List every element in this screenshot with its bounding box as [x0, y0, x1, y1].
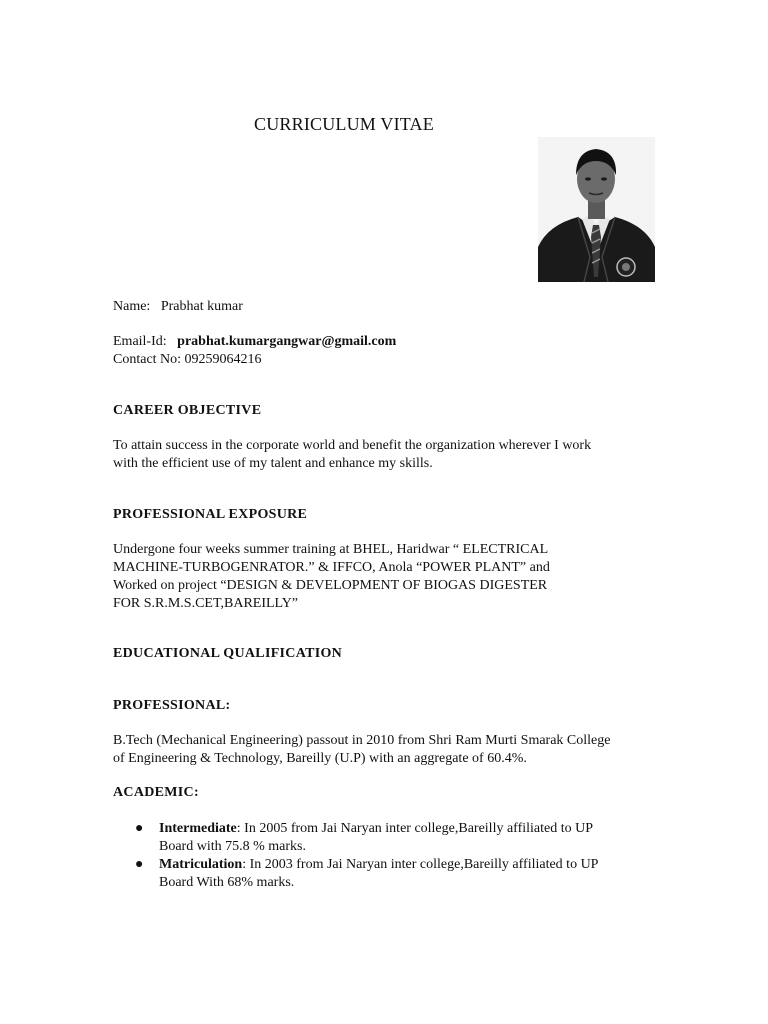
list-item	[113, 820, 673, 856]
career-objective-line: with the efficient use of my talent and enhance my skills.	[113, 456, 433, 471]
list-item	[113, 856, 673, 892]
email-label: Email-Id:	[113, 334, 167, 349]
exposure-line: FOR S.R.M.S.CET,BAREILLY”	[113, 596, 299, 611]
professional-qualification-text	[113, 732, 673, 768]
document-title: CURRICULUM VITAE	[254, 114, 434, 134]
portrait-image	[538, 137, 655, 282]
professional-exposure-text	[113, 541, 673, 613]
exposure-line: MACHINE-TURBOGENRATOR.” & IFFCO, Anola “POWER PLANT” and	[113, 560, 550, 575]
professional-exposure-heading: PROFESSIONAL EXPOSURE	[113, 507, 308, 522]
career-objective-text	[113, 437, 673, 473]
academic-item-text-continued: Board With 68% marks.	[159, 875, 295, 890]
professional-subheading: PROFESSIONAL:	[113, 698, 231, 713]
email-value[interactable]: prabhat.kumargangwar@gmail.com	[177, 334, 397, 349]
exposure-line: Undergone four weeks summer training at BHEL, Haridwar “ ELECTRICAL	[113, 542, 549, 557]
contact-line: Contact No: 09259064216	[113, 352, 262, 367]
email-line	[113, 333, 396, 351]
qualification-line: of Engineering & Technology, Bareilly (U.P) with an aggregate of 60.4%.	[113, 751, 527, 766]
bullet-icon: ●	[135, 821, 144, 836]
academic-item-text-continued: Board with 75.8 % marks.	[159, 839, 306, 854]
academic-item-label: Intermediate	[159, 821, 237, 836]
academic-subheading: ACADEMIC:	[113, 785, 199, 800]
name-line	[113, 298, 243, 316]
qualification-line: B.Tech (Mechanical Engineering) passout in 2010 from Shri Ram Murti Smarak College	[113, 733, 611, 748]
educational-qualification-heading: EDUCATIONAL QUALIFICATION	[113, 646, 343, 661]
exposure-line: Worked on project “DESIGN & DEVELOPMENT OF BIOGAS DIGESTER	[113, 578, 548, 593]
profile-photo	[538, 137, 655, 282]
career-objective-line: To attain success in the corporate world and benefit the organization wherever I work	[113, 438, 592, 453]
academic-item-label: Matriculation	[159, 857, 243, 872]
academic-item-text: : In 2003 from Jai Naryan inter college,Bareilly affiliated to UP	[242, 857, 599, 872]
bullet-icon: ●	[135, 857, 144, 872]
name-label: Name:	[113, 299, 151, 314]
name-value: Prabhat kumar	[160, 299, 243, 314]
academic-item-text: : In 2005 from Jai Naryan inter college,Bareilly affiliated to UP	[236, 821, 594, 836]
career-objective-heading: CAREER OBJECTIVE	[113, 403, 262, 418]
academic-list	[113, 820, 673, 892]
